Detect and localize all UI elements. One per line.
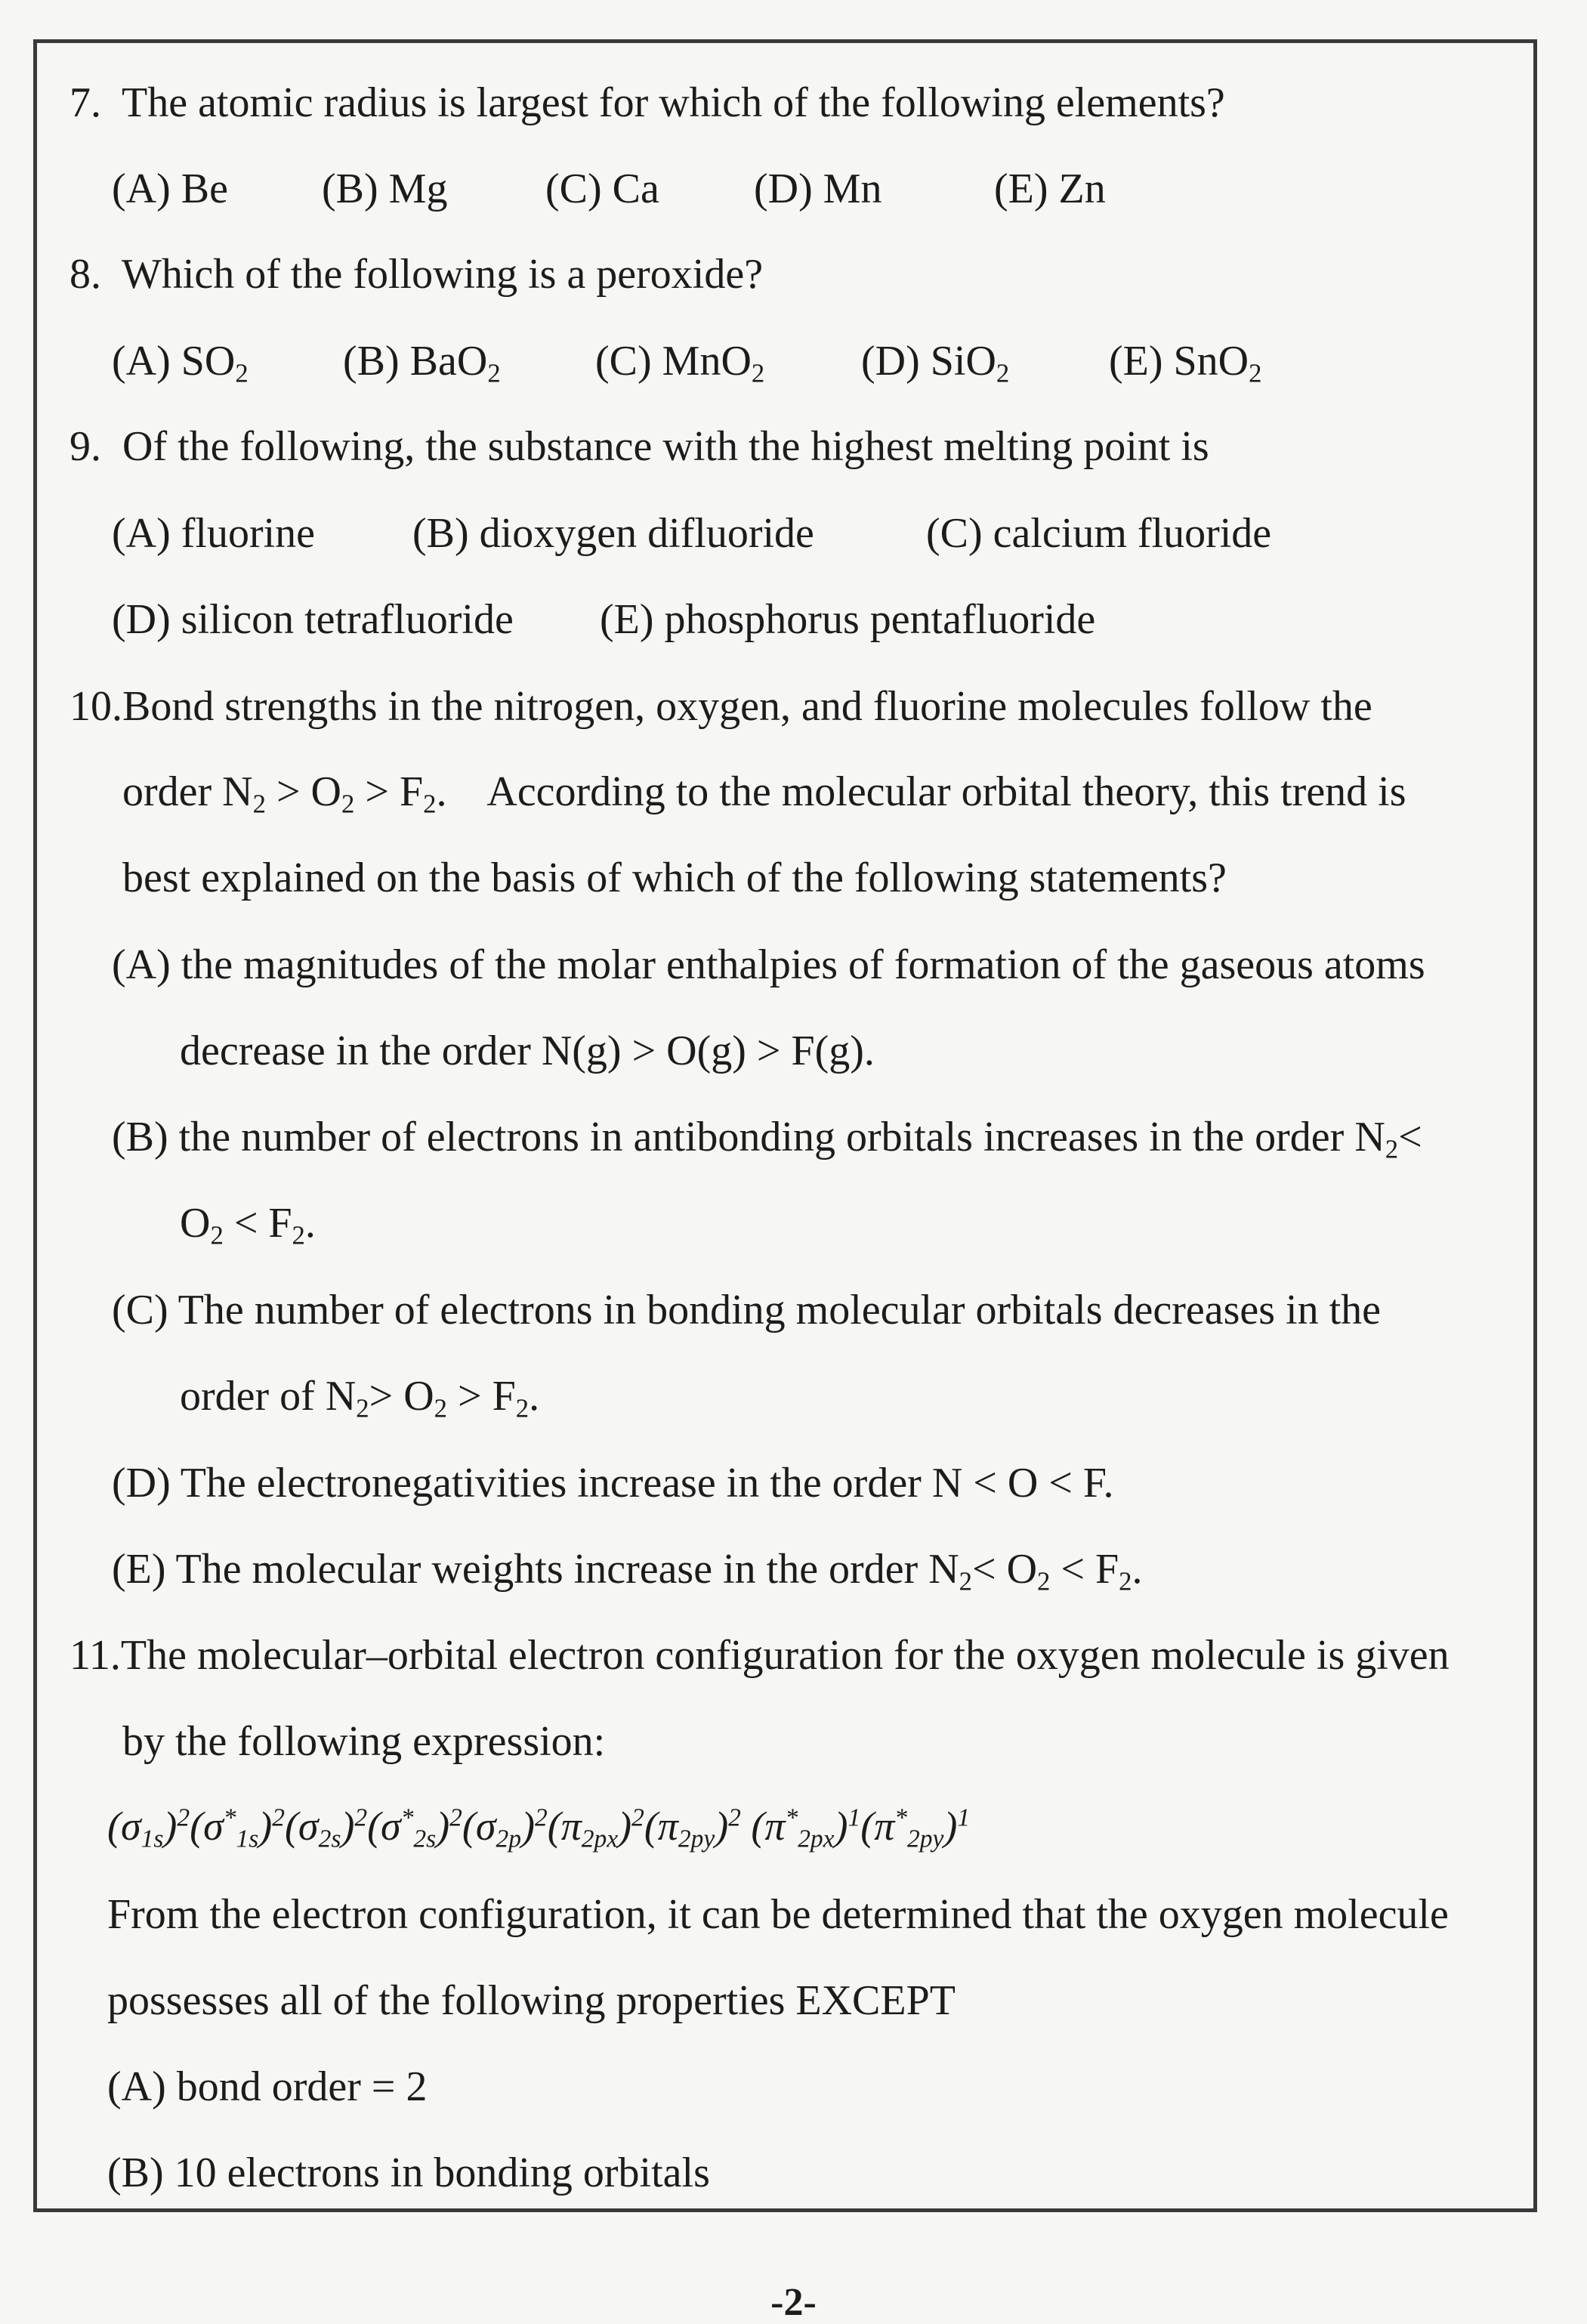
q10-option-b-line2: $O_2 < F_2$. bbox=[180, 1200, 316, 1250]
q9-option-c: (C) calcium fluoride bbox=[926, 510, 1272, 557]
q8-option-e: (E) SnO$_2$ bbox=[1109, 338, 1262, 388]
q9-stem: 9. Of the following, the substance with the highest melting point is bbox=[69, 423, 1209, 470]
q11-after-line1: From the electron configuration, it can be determined that the oxygen molecule bbox=[107, 1891, 1449, 1938]
q11-orbital-configuration: $(\sigma_{1s})^2(\sigma^*_{1s})^2(\sigma_{2s})^2(\sigma^*_{2s})^2(\sigma_{2p})^2(\pi_{2px})^2(\pi_{2py})^2$ $(\pi^*_{2px})^1(\pi^*_{2py})^1$ bbox=[107, 1803, 971, 1853]
q11-stem-line2: by the following expression: bbox=[122, 1718, 606, 1765]
q10-option-b-line1: (B) the number of electrons in antibonding orbitals increases in the order $N_2<$ bbox=[112, 1114, 1422, 1164]
q7-option-c: (C) Ca bbox=[545, 165, 659, 212]
q11-option-b: (B) 10 electrons in bonding orbitals bbox=[107, 2149, 710, 2196]
q11-option-a: (A) bond order = 2 bbox=[107, 2063, 428, 2110]
q9-option-a: (A) fluorine bbox=[112, 510, 316, 557]
q10-option-c-line2: order of $N_2> O_2 > F_2$. bbox=[180, 1373, 540, 1423]
q10-option-a-line1: (A) the magnitudes of the molar enthalpies of formation of the gaseous atoms bbox=[112, 941, 1425, 988]
q7-option-a: (A) Be bbox=[112, 165, 228, 212]
q8-option-b: (B) BaO$_2$ bbox=[343, 338, 501, 388]
q11-stem-line1: 11.The molecular–orbital electron configuration for the oxygen molecule is given bbox=[69, 1632, 1450, 1679]
q10-option-e: (E) The molecular weights increase in the order $N_2< O_2 < F_2$. bbox=[112, 1546, 1143, 1596]
q8-option-d: (D) SiO$_2$ bbox=[861, 338, 1010, 388]
q8-option-a: (A) $SO_2$ bbox=[112, 338, 249, 388]
q7-option-e: (E) Zn bbox=[994, 165, 1106, 212]
q9-option-e: (E) phosphorus pentafluoride bbox=[600, 596, 1096, 643]
q10-stem-line1: 10.Bond strengths in the nitrogen, oxygen, and fluorine molecules follow the bbox=[69, 683, 1372, 730]
q9-option-b: (B) dioxygen difluoride bbox=[412, 510, 814, 557]
q8-stem: 8. Which of the following is a peroxide? bbox=[69, 251, 764, 298]
q7-option-b: (B) Mg bbox=[322, 165, 448, 212]
q7-stem: 7. The atomic radius is largest for which of the following elements? bbox=[69, 79, 1225, 126]
q9-option-d: (D) silicon tetrafluoride bbox=[112, 596, 514, 643]
page-number: -2- bbox=[770, 2281, 817, 2324]
q8-option-c: (C) MnO$_2$ bbox=[595, 338, 765, 388]
q10-stem-line2: order $N_2 > O_2 > F_2$. According to the molecular orbital theory, this trend is bbox=[122, 768, 1406, 819]
q7-option-d: (D) Mn bbox=[754, 165, 882, 212]
q10-option-a-line2: decrease in the order N(g) > O(g) > F(g). bbox=[180, 1028, 875, 1074]
q10-option-c-line1: (C) The number of electrons in bonding molecular orbitals decreases in the bbox=[112, 1287, 1381, 1334]
q10-stem-line3: best explained on the basis of which of the following statements? bbox=[122, 855, 1227, 901]
q11-after-line2: possesses all of the following properties EXCEPT bbox=[107, 1977, 956, 2024]
q10-option-d: (D) The electronegativities increase in the order N < O < F. bbox=[112, 1460, 1114, 1507]
